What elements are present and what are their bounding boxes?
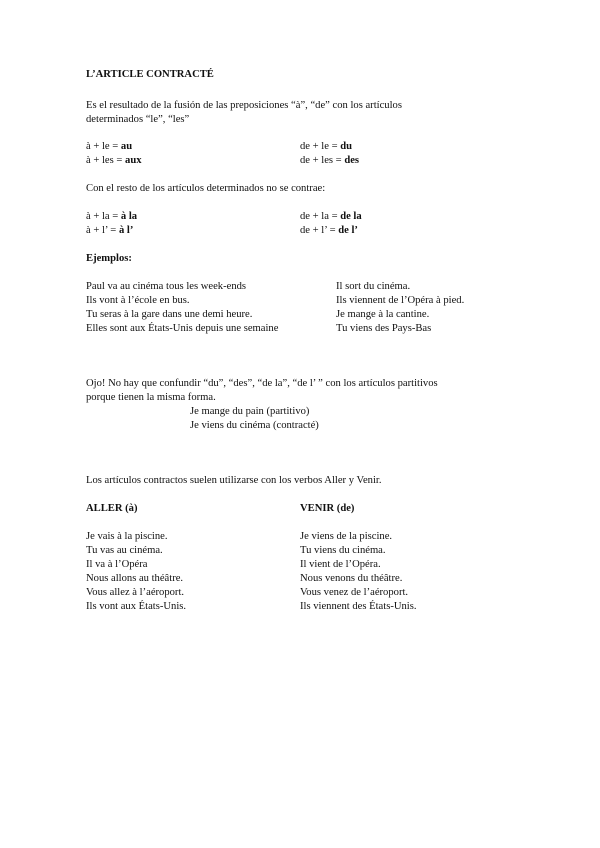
examples-left-column — [86, 280, 278, 336]
contraction-row: de + les = des — [300, 155, 360, 166]
venir-conjugation — [300, 530, 417, 614]
conjugation-line: Il vient de l’Opéra. — [300, 559, 381, 570]
conjugation-line: Tu vas au cinéma. — [86, 545, 163, 556]
ojo-note — [86, 377, 438, 405]
ojo-examples — [190, 405, 319, 433]
example-line: Paul va au cinéma tous les week-ends — [86, 281, 247, 292]
contraction-row: à + les = aux — [86, 155, 142, 166]
verbs-note: Los artículos contractos suelen utilizarse con los verbos Aller y Venir. — [86, 475, 382, 486]
conjugation-line: Ils viennent des États-Unis. — [300, 601, 417, 612]
intro-line-1: Es el resultado de la fusión de las preposiciones “à”, “de” con los artículos — [86, 100, 402, 111]
conjugation-line: Je vais à la piscine. — [86, 531, 168, 542]
contraction-row: de + l’ = de l’ — [300, 225, 358, 236]
conjugation-line: Nous allons au théâtre. — [86, 573, 184, 584]
no-contraction-a-column — [86, 210, 137, 238]
conjugation-line: Vous allez à l’aéroport. — [86, 587, 185, 598]
example-line: Je mange à la cantine. — [336, 309, 430, 320]
ojo-example: Je viens du cinéma (contracté) — [190, 420, 319, 431]
examples-right-column — [336, 280, 464, 336]
conjugation-line: Il va à l’Opéra — [86, 559, 148, 570]
contraction-row: à + l’ = à l’ — [86, 225, 134, 236]
example-line: Tu seras à la gare dans une demi heure. — [86, 309, 253, 320]
contractions-a-column — [86, 140, 142, 168]
example-line: Ils vont à l’école en bus. — [86, 295, 190, 306]
contraction-row: de + le = du — [300, 141, 352, 152]
examples-heading: Ejemplos: — [86, 253, 132, 264]
contraction-row: de + la = de la — [300, 211, 362, 222]
example-line: Ils viennent de l’Opéra à pied. — [336, 295, 465, 306]
intro-line-2: determinados “le”, “les” — [86, 114, 190, 125]
example-line: Il sort du cinéma. — [336, 281, 411, 292]
conjugation-line: Ils vont aux États-Unis. — [86, 601, 187, 612]
contraction-row: à + le = au — [86, 141, 133, 152]
intro-paragraph — [86, 99, 402, 127]
example-line: Elles sont aux États-Unis depuis une semaine — [86, 323, 279, 334]
example-line: Tu viens des Pays-Bas — [336, 323, 432, 334]
conjugation-line: Nous venons du théâtre. — [300, 573, 403, 584]
aller-heading: ALLER (à) — [86, 503, 138, 514]
contractions-de-column — [300, 140, 359, 168]
conjugation-line: Vous venez de l’aéroport. — [300, 587, 409, 598]
ojo-example: Je mange du pain (partitivo) — [190, 406, 310, 417]
conjugation-line: Tu viens du cinéma. — [300, 545, 386, 556]
ojo-line-1: Ojo! No hay que confundir “du”, “des”, “de la”, “de l’ ” con los artículos partitivos — [86, 378, 438, 389]
document-title: L’ARTICLE CONTRACTÉ — [86, 69, 214, 80]
no-contraction-de-column — [300, 210, 362, 238]
conjugation-line: Je viens de la piscine. — [300, 531, 393, 542]
rest-note: Con el resto de los artículos determinados no se contrae: — [86, 183, 326, 194]
venir-heading: VENIR (de) — [300, 503, 355, 514]
contraction-row: à + la = à la — [86, 211, 138, 222]
ojo-line-2: porque tienen la misma forma. — [86, 392, 216, 403]
aller-conjugation — [86, 530, 186, 614]
